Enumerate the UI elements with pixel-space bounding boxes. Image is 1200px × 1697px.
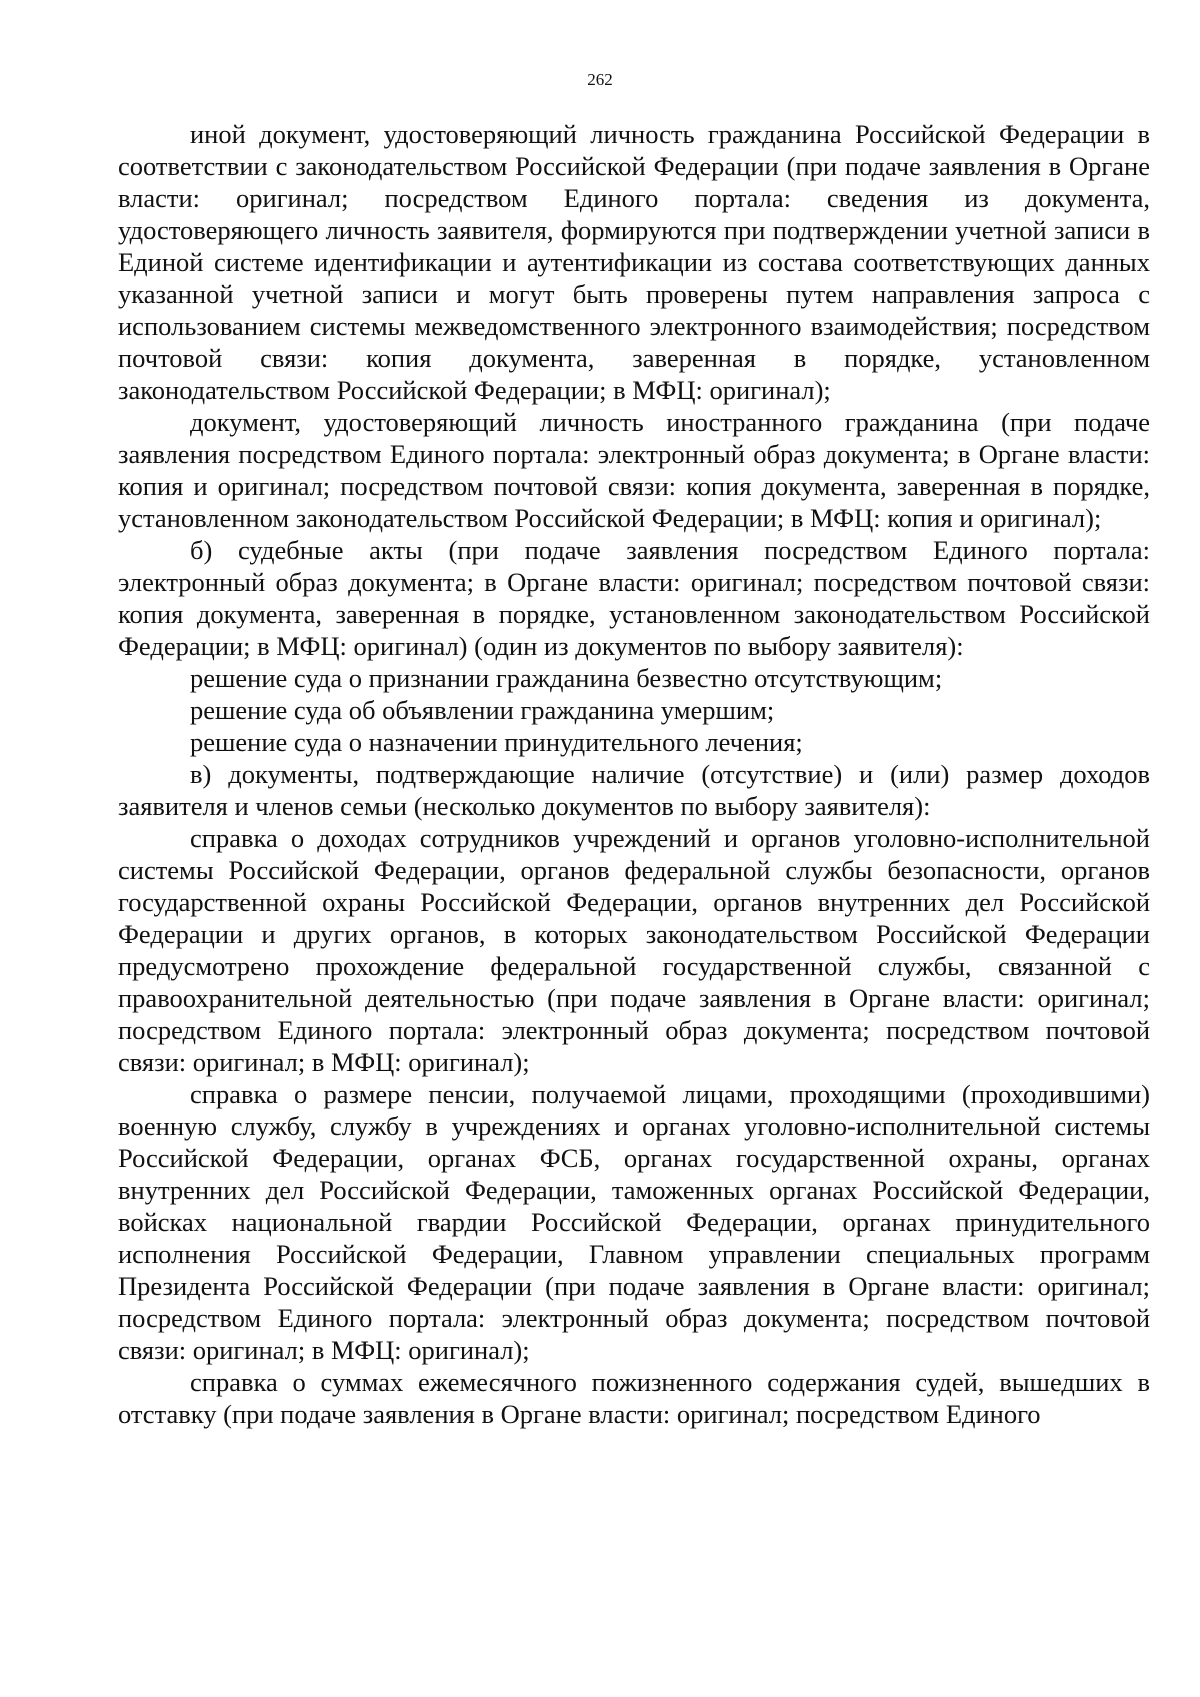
paragraph-retired-judges: справка о суммах ежемесячного пожизненного содержания судей, вышедших в отставку (при подаче заявления в Органе власти: оригинал; посредством Единого bbox=[118, 1367, 1150, 1429]
page-number: 262 bbox=[587, 70, 613, 89]
paragraph-court-deceased: решение суда об объявлении гражданина умершим; bbox=[190, 695, 775, 725]
paragraph-court-compulsory-treatment: решение суда о назначении принудительного лечения; bbox=[190, 727, 803, 757]
paragraph-court-acts: б) судебные акты (при подаче заявления посредством Единого портала: электронный образ документа; в Органе власти: оригинал; посредством почтовой связи: копия документа, заверенная в порядке, установленном законодательством Российской Федерации; в МФЦ: оригинал) (один из документов по выбору заявителя): bbox=[118, 535, 1150, 661]
paragraph-foreign-id-document: документ, удостоверяющий личность иностранного гражданина (при подаче заявления посредством Единого портала: электронный образ документа; в Органе власти: копия и оригинал; посредством почтовой связи: копия документа, заверенная в порядке, установленном законодательством Российской Федерации; в МФЦ: копия и оригинал); bbox=[118, 407, 1150, 533]
document-body bbox=[118, 118, 1150, 1430]
paragraph-income-documents: в) документы, подтверждающие наличие (отсутствие) и (или) размер доходов заявителя и членов семьи (несколько документов по выбору заявителя): bbox=[118, 759, 1150, 821]
paragraph-court-missing-person: решение суда о признании гражданина безвестно отсутствующим; bbox=[190, 663, 943, 693]
paragraph-law-enforcement-income: справка о доходах сотрудников учреждений и органов уголовно-исполнительной системы Российской Федерации, органов федеральной службы безопасности, органов государственной охраны Российской Федерации, органов внутренних дел Российской Федерации и других органов, в которых законодательством Российской Федерации предусмотрено прохождение федеральной государственной службы, связанной с правоохранительной деятельностью (при подаче заявления в Органе власти: оригинал; посредством Единого портала: электронный образ документа; посредством почтовой связи: оригинал; в МФЦ: оригинал); bbox=[118, 823, 1150, 1077]
paragraph-pension-certificate: справка о размере пенсии, получаемой лицами, проходящими (проходившими) военную службу, службу в учреждениях и органах уголовно-исполнительной системы Российской Федерации, органах ФСБ, органах государственной охраны, органах внутренних дел Российской Федерации, таможенных органах Российской Федерации, войсках национальной гвардии Российской Федерации, органах принудительного исполнения Российской Федерации, Главном управлении специальных программ Президента Российской Федерации (при подаче заявления в Органе власти: оригинал; посредством Единого портала: электронный образ документа; посредством почтовой связи: оригинал; в МФЦ: оригинал); bbox=[118, 1079, 1150, 1365]
paragraph-russian-id-document: иной документ, удостоверяющий личность гражданина Российской Федерации в соответствии с законодательством Российской Федерации (при подаче заявления в Органе власти: оригинал; посредством Единого портала: сведения из документа, удостоверяющего личность заявителя, формируются при подтверждении учетной записи в Единой системе идентификации и аутентификации из состава соответствующих данных указанной учетной записи и могут быть проверены путем направления запроса с использованием системы межведомственного электронного взаимодействия; посредством почтовой связи: копия документа, заверенная в порядке, установленном законодательством Российской Федерации; в МФЦ: оригинал); bbox=[118, 119, 1150, 405]
